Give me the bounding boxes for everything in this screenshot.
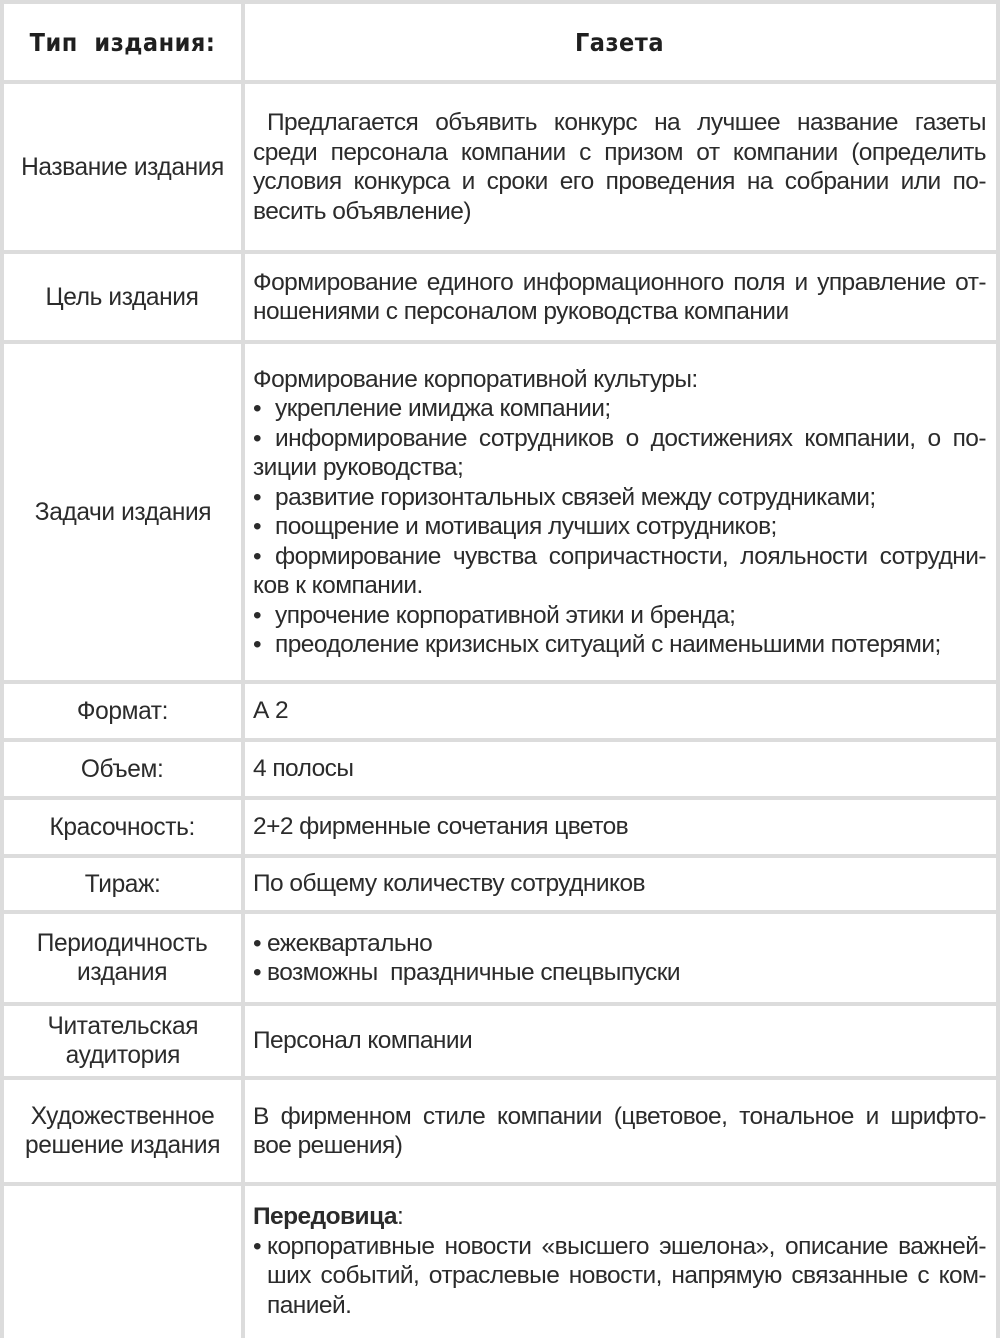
row-label-cell (4, 254, 241, 340)
row-value-cell (245, 254, 996, 340)
list-item (253, 958, 986, 988)
list-item (253, 483, 986, 513)
bullet-icon: • (253, 1232, 262, 1260)
row-label: аудитория (65, 1041, 180, 1069)
bullet-icon: • (253, 959, 262, 986)
bullet-icon: • (253, 601, 262, 629)
row-label: Формат: (76, 696, 169, 725)
row-value-cell (245, 914, 996, 1002)
text-line: среди персонала компании с призом от компании (определить (253, 138, 986, 166)
row-label: Тираж: (84, 869, 161, 898)
row-value: Персонал компании (253, 1027, 473, 1055)
text-line: весить объявление) (253, 197, 471, 225)
row-label: Красочность: (49, 812, 196, 841)
bullet-text: преодоление кризисных ситуаций с наименьшими потерями; (275, 631, 941, 658)
table-row-format (0, 684, 1000, 742)
list-item (253, 929, 986, 959)
row-value: А 2 (253, 697, 289, 725)
row-label-cell-empty (4, 1186, 241, 1338)
editorial-heading-colon: : (396, 1203, 404, 1230)
header-right-cell (245, 4, 996, 80)
row-label: Цель издания (46, 282, 199, 311)
row-label-cell (4, 800, 241, 854)
editorial-heading-line (253, 1202, 986, 1232)
list-item (253, 424, 986, 454)
bullet-icon: • (253, 513, 262, 540)
table-row-goal (0, 254, 1000, 344)
table-row-colors (0, 800, 1000, 858)
row-label: Читательская (47, 1012, 198, 1040)
row-label-cell (4, 1080, 241, 1182)
list-item (253, 542, 986, 572)
bullet-text: информирование сотрудников о достижениях компании, о по- (275, 424, 986, 452)
list-item (253, 630, 986, 660)
row-value-cell (245, 684, 996, 738)
bullet-icon: • (253, 483, 262, 511)
list-item (253, 1232, 986, 1262)
row-label-cell (4, 684, 241, 738)
row-value: По общему количеству сотрудников (253, 870, 646, 898)
row-label-cell (4, 344, 241, 680)
row-value-cell (245, 1186, 996, 1338)
row-label: решение издания (24, 1131, 221, 1159)
bullet-text-continued: ков к компании. (253, 572, 423, 599)
text-line: Предлагается объявить конкурс на лучшее название газеты (267, 109, 986, 136)
row-value-cell (245, 800, 996, 854)
bullet-text-continued: ших событий, отраслевые новости, напрямую связанные с ком- (267, 1262, 986, 1289)
row-label: Задачи издания (34, 497, 211, 526)
row-value-cell (245, 858, 996, 910)
list-item (253, 512, 986, 542)
row-value: 2+2 фирменные сочетания цветов (253, 813, 629, 841)
bullet-text: возможны праздничные спецвыпуски (267, 959, 680, 986)
table-row-circulation (0, 858, 1000, 914)
bullet-icon: • (253, 542, 262, 570)
row-label: Объем: (81, 754, 164, 783)
bullet-text: корпоративные новости «высшего эшелона», описание важней- (267, 1232, 986, 1260)
bullet-icon: • (253, 424, 262, 452)
row-value-cell (245, 84, 996, 250)
bullet-text: развитие горизонтальных связей между сотрудниками; (275, 483, 876, 511)
bullet-text: поощрение и мотивация лучших сотрудников; (275, 513, 777, 540)
bullet-text: укрепление имиджа компании; (275, 395, 611, 422)
row-value-cell (245, 1080, 996, 1182)
header-type-value: Газета (574, 27, 665, 57)
row-label-cell (4, 742, 241, 796)
table-row-volume (0, 742, 1000, 800)
list-item (253, 394, 986, 424)
bullet-icon: • (253, 631, 262, 658)
table-header-row (0, 4, 1000, 84)
table-row-tasks (0, 344, 1000, 684)
text-line: ношениями с персоналом руководства компании (253, 298, 789, 325)
text-line: Формирование единого информационного поля и управление от- (253, 268, 986, 296)
editorial-heading: Передовица (253, 1203, 397, 1230)
header-type-label: Тип издания: (29, 27, 216, 57)
text-line: В фирменном стиле компании (цветовое, тональное и шрифто- (253, 1102, 986, 1130)
list-item (253, 601, 986, 631)
row-value-cell (245, 1006, 996, 1076)
bullet-text: упрочение корпоративной этики и бренда; (275, 601, 736, 629)
bullet-text-continued: панией. (267, 1291, 352, 1319)
table-row-periodicity (0, 914, 1000, 1006)
table-row-audience (0, 1006, 1000, 1080)
table-row-editorial (0, 1186, 1000, 1342)
table-row-design (0, 1080, 1000, 1186)
row-label-cell (4, 84, 241, 250)
header-left-cell (4, 4, 241, 80)
tasks-intro: Формирование корпоративной культуры: (253, 365, 698, 393)
row-value-cell (245, 344, 996, 680)
table-row-title (0, 84, 1000, 254)
bullet-icon: • (253, 395, 262, 422)
bullet-text-continued: зиции руководства; (253, 454, 464, 481)
row-label-cell (4, 858, 241, 910)
row-value: 4 полосы (253, 755, 354, 783)
row-value-cell (245, 742, 996, 796)
text-line: условия конкурса и сроки его проведения на собрании или по- (253, 168, 986, 195)
row-label: Периодичность (37, 929, 208, 957)
row-label: издания (77, 958, 168, 986)
row-label: Название издания (21, 152, 224, 181)
bullet-text: ежеквартально (267, 929, 433, 957)
row-label: Художественное (30, 1102, 215, 1130)
bullet-text: формирование чувства сопричастности, лояльности сотрудни- (275, 542, 986, 570)
text-line: вое решения) (253, 1132, 403, 1159)
bullet-icon: • (253, 929, 262, 957)
row-label-cell (4, 914, 241, 1002)
row-label-cell (4, 1006, 241, 1076)
